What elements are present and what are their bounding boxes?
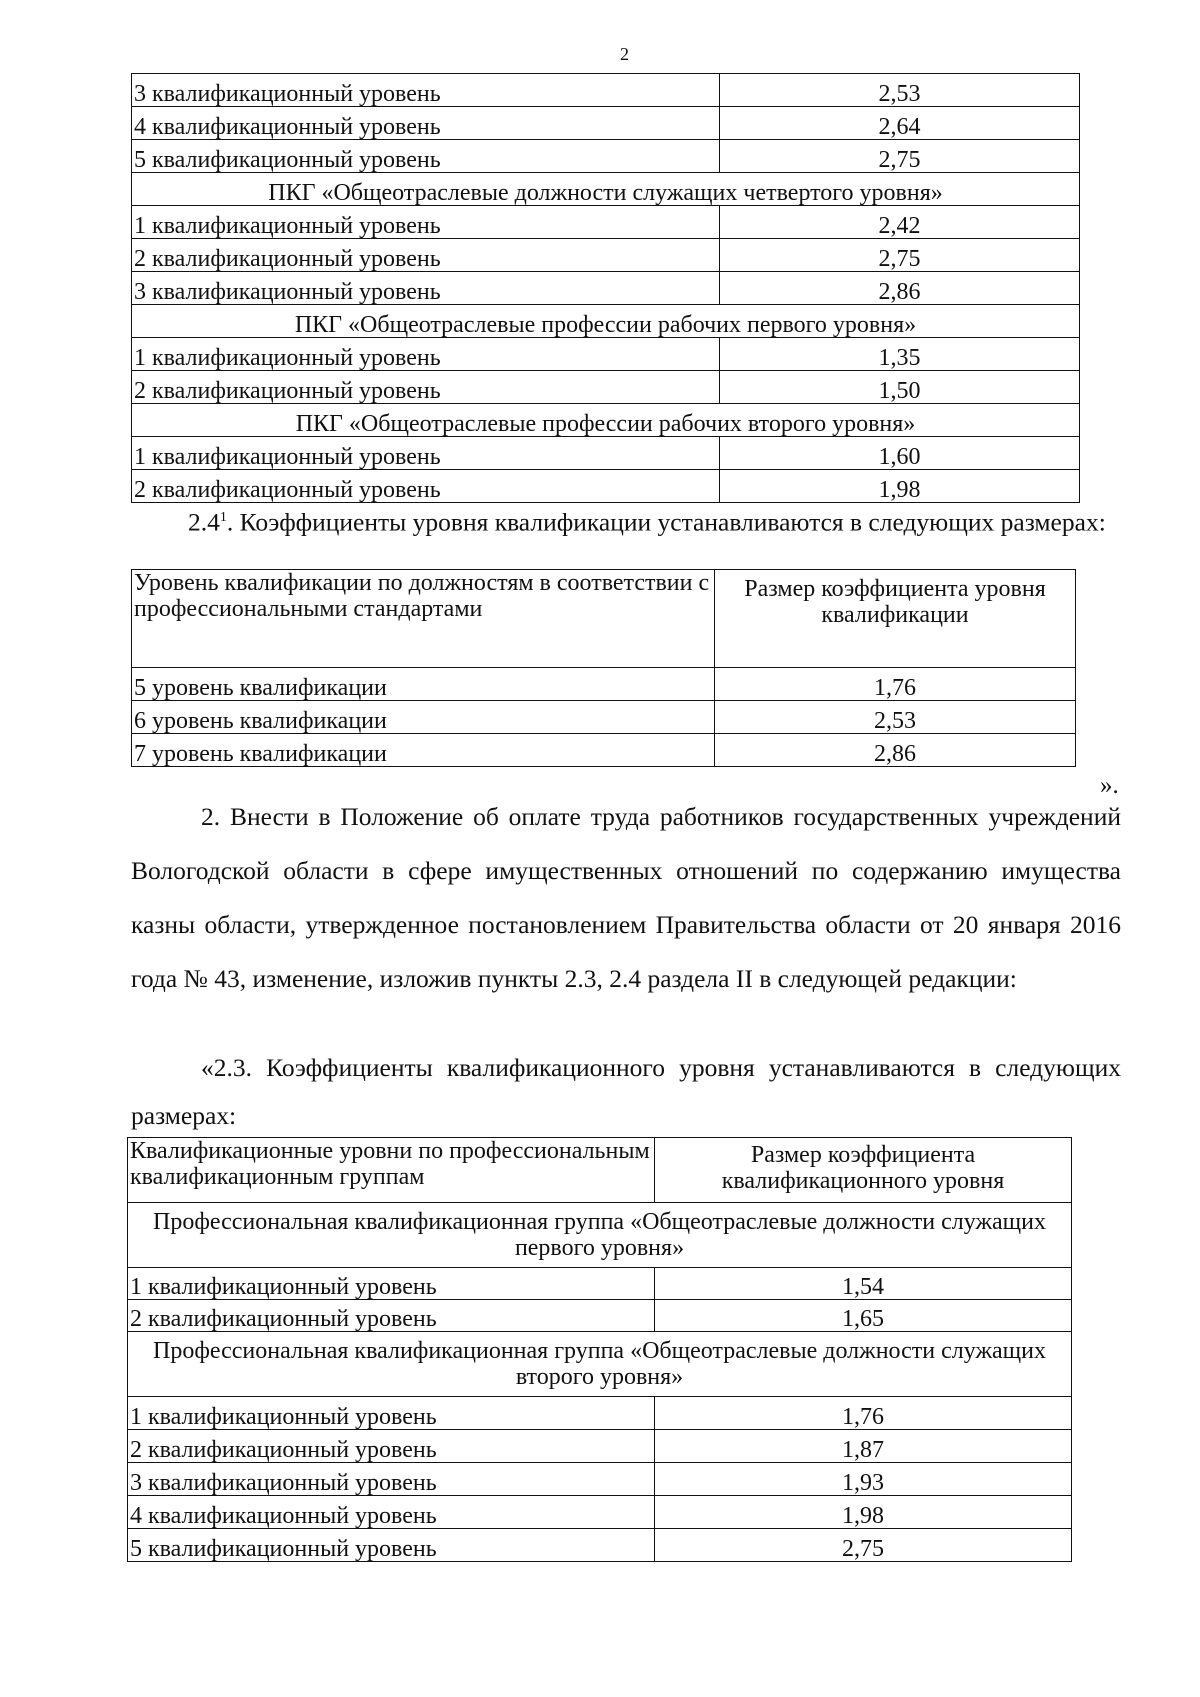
- row-value: 2,86: [720, 272, 1080, 305]
- table-row: [132, 206, 1080, 239]
- qualification-level-table: [131, 569, 1076, 767]
- paragraph-superscript: 1: [219, 510, 227, 525]
- coefficients-table-new: [127, 1137, 1072, 1562]
- paragraph-2: 2. Внести в Положение об оплате труда работников государственных учреждений Вологодской области в сфере имущественных отношений по содержанию имущества казны области, утвержденное постановлением Правительства области от 20 января 2016 года № 43, изменение, изложив пункты 2.3, 2.4 раздела II в следующей редакции:: [131, 802, 1121, 993]
- row-label: 5 квалификационный уровень: [128, 1529, 655, 1562]
- table-row: [128, 1397, 1072, 1430]
- table-row: [128, 1529, 1072, 1562]
- table-row: [132, 272, 1080, 305]
- group-row: [132, 305, 1080, 338]
- row-label: 3 квалификационный уровень: [132, 272, 720, 305]
- row-value: 1,65: [655, 1300, 1072, 1332]
- header-right: Размер коэффициента квалификационного уровня: [655, 1138, 1072, 1203]
- row-value: 2,75: [720, 239, 1080, 272]
- paragraph-2-4-1: [131, 503, 1121, 537]
- row-label: 1 квалификационный уровень: [132, 338, 720, 371]
- row-label: 1 квалификационный уровень: [128, 1268, 655, 1300]
- row-value: 2,86: [715, 734, 1076, 767]
- row-label: 5 квалификационный уровень: [132, 140, 720, 173]
- row-label: 2 квалификационный уровень: [128, 1300, 655, 1332]
- table-row: [128, 1496, 1072, 1529]
- group-title: ПКГ «Общеотраслевые должности служащих четвертого уровня»: [132, 173, 1080, 206]
- row-label: 2 квалификационный уровень: [128, 1430, 655, 1463]
- header-right: Размер коэффициента уровня квалификации: [715, 570, 1076, 668]
- group-title: ПКГ «Общеотраслевые профессии рабочих первого уровня»: [132, 305, 1080, 338]
- table-row: [132, 668, 1076, 701]
- row-value: 2,53: [720, 74, 1080, 107]
- table-row: [132, 734, 1076, 767]
- table-row: [132, 470, 1080, 503]
- row-label: 3 квалификационный уровень: [132, 74, 720, 107]
- header-left: Квалификационные уровни по профессиональным квалификационным группам: [128, 1138, 655, 1203]
- row-label: 2 квалификационный уровень: [132, 239, 720, 272]
- paragraph-number: 2.4: [188, 507, 220, 537]
- row-value: 2,75: [720, 140, 1080, 173]
- row-label: 2 квалификационный уровень: [132, 371, 720, 404]
- row-value: 1,98: [720, 470, 1080, 503]
- paragraph-text: . Коэффициенты уровня квалификации устанавливаются в следующих размерах:: [226, 507, 1106, 537]
- group-title: Профессиональная квалификационная группа «Общеотраслевые должности служащих второго уровня»: [128, 1332, 1072, 1397]
- table-row: [128, 1268, 1072, 1300]
- table-row: [132, 74, 1080, 107]
- table-row: [132, 239, 1080, 272]
- row-value: 1,50: [720, 371, 1080, 404]
- row-value: 1,35: [720, 338, 1080, 371]
- table-row: [132, 437, 1080, 470]
- row-value: 2,75: [655, 1529, 1072, 1562]
- page-number: 2: [620, 44, 629, 64]
- row-value: 1,76: [715, 668, 1076, 701]
- table-row: [132, 371, 1080, 404]
- row-label: 4 квалификационный уровень: [132, 107, 720, 140]
- table-row: [132, 338, 1080, 371]
- coefficients-table-continued: [131, 73, 1080, 503]
- table-row: [128, 1463, 1072, 1496]
- row-value: 1,87: [655, 1430, 1072, 1463]
- row-label: 1 квалификационный уровень: [132, 206, 720, 239]
- row-label: 1 квалификационный уровень: [128, 1397, 655, 1430]
- row-label: 3 квалификационный уровень: [128, 1463, 655, 1496]
- row-label: 7 уровень квалификации: [132, 734, 715, 767]
- group-row: [128, 1332, 1072, 1397]
- row-value: 1,93: [655, 1463, 1072, 1496]
- row-label: 6 уровень квалификации: [132, 701, 715, 734]
- table-row: [132, 140, 1080, 173]
- row-value: 2,42: [720, 206, 1080, 239]
- paragraph-2-3: «2.3. Коэффициенты квалификационного уровня устанавливаются в следующих размерах:: [131, 1053, 1121, 1130]
- row-label: 4 квалификационный уровень: [128, 1496, 655, 1529]
- row-label: 2 квалификационный уровень: [132, 470, 720, 503]
- table-row: [132, 107, 1080, 140]
- row-label: 5 уровень квалификации: [132, 668, 715, 701]
- group-row: [128, 1203, 1072, 1268]
- row-value: 1,54: [655, 1268, 1072, 1300]
- table-row: [128, 1430, 1072, 1463]
- group-row: [132, 404, 1080, 437]
- row-value: 2,64: [720, 107, 1080, 140]
- table-header: [132, 570, 1076, 668]
- row-label: 1 квалификационный уровень: [132, 437, 720, 470]
- group-title: ПКГ «Общеотраслевые профессии рабочих второго уровня»: [132, 404, 1080, 437]
- row-value: 2,53: [715, 701, 1076, 734]
- row-value: 1,60: [720, 437, 1080, 470]
- table-row: [132, 701, 1076, 734]
- row-value: 1,98: [655, 1496, 1072, 1529]
- closing-quote: ».: [1100, 772, 1119, 799]
- table-header: [128, 1138, 1072, 1203]
- table-row: [128, 1300, 1072, 1332]
- group-title: Профессиональная квалификационная группа «Общеотраслевые должности служащих первого уровня»: [128, 1203, 1072, 1268]
- header-left: Уровень квалификации по должностям в соответствии с профессиональными стандартами: [132, 570, 715, 668]
- row-value: 1,76: [655, 1397, 1072, 1430]
- group-row: [132, 173, 1080, 206]
